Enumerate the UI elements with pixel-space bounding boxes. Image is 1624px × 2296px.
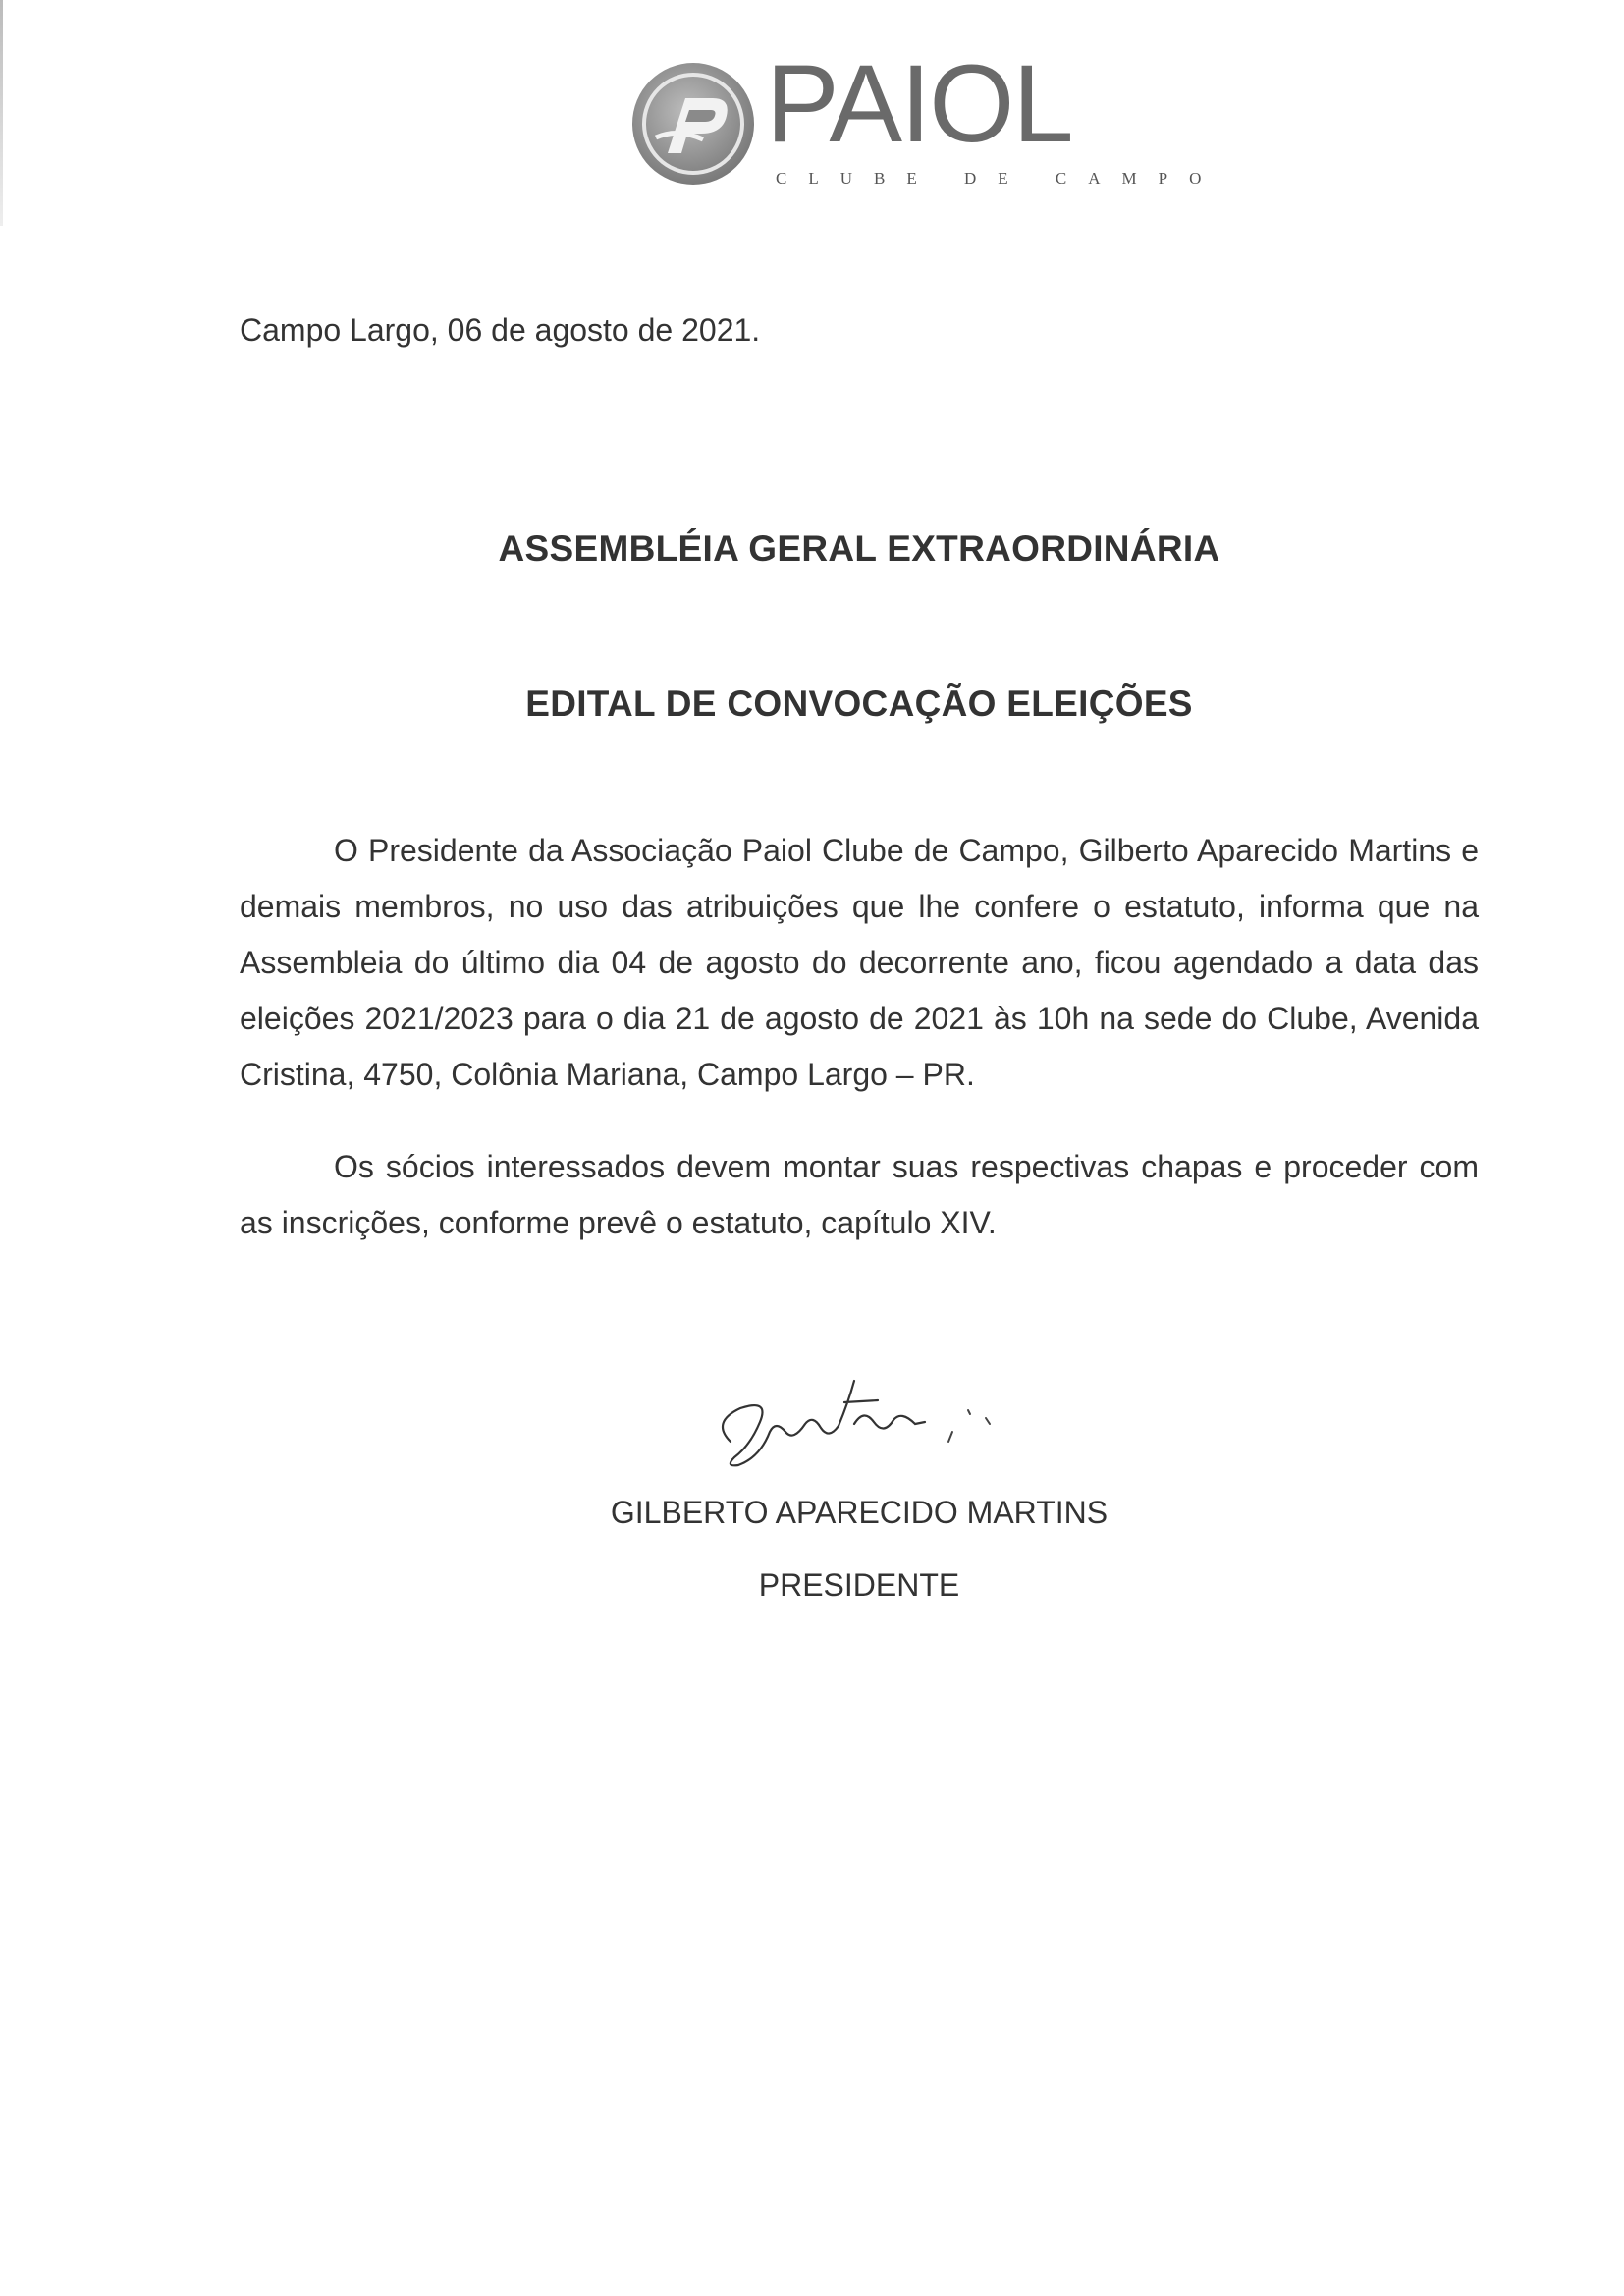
body-paragraph-2-text: Os sócios interessados devem montar suas respectivas chapas e proceder com as inscrições, conforme prevê o estatuto, capítulo XIV.	[240, 1149, 1479, 1240]
paiol-emblem-icon	[628, 59, 758, 189]
dateline: Campo Largo, 06 de agosto de 2021.	[240, 312, 761, 348]
logo-wordmark: PAIOL	[766, 42, 1072, 165]
signatory-name: GILBERTO APARECIDO MARTINS	[610, 1495, 1109, 1530]
body-paragraph-1	[240, 823, 1479, 1103]
notice-heading: EDITAL DE CONVOCAÇÃO ELEIÇÕES	[525, 683, 1193, 724]
body-paragraph-2	[240, 1139, 1479, 1251]
body-paragraph-1-text: O Presidente da Associação Paiol Clube de Campo, Gilberto Aparecido Martins e demais membros, no uso das atribuições que lhe confere o estatuto, informa que na Assembleia do último dia 04 de agosto do decorrente ano, ficou agendado a data das eleições 2021/2023 para o dia 21 de agosto de 2021 às 10h na sede do Clube, Avenida Cristina, 4750, Colônia Mariana, Campo Largo – PR.	[240, 833, 1479, 1092]
scan-edge	[0, 0, 3, 226]
logo-tagline: CLUBE DE CAMPO	[776, 169, 1223, 188]
assembly-heading: ASSEMBLÉIA GERAL EXTRAORDINÁRIA	[498, 528, 1220, 569]
club-logo	[628, 42, 1223, 192]
handwritten-signature	[691, 1363, 1025, 1491]
signatory-role: PRESIDENTE	[758, 1567, 960, 1603]
